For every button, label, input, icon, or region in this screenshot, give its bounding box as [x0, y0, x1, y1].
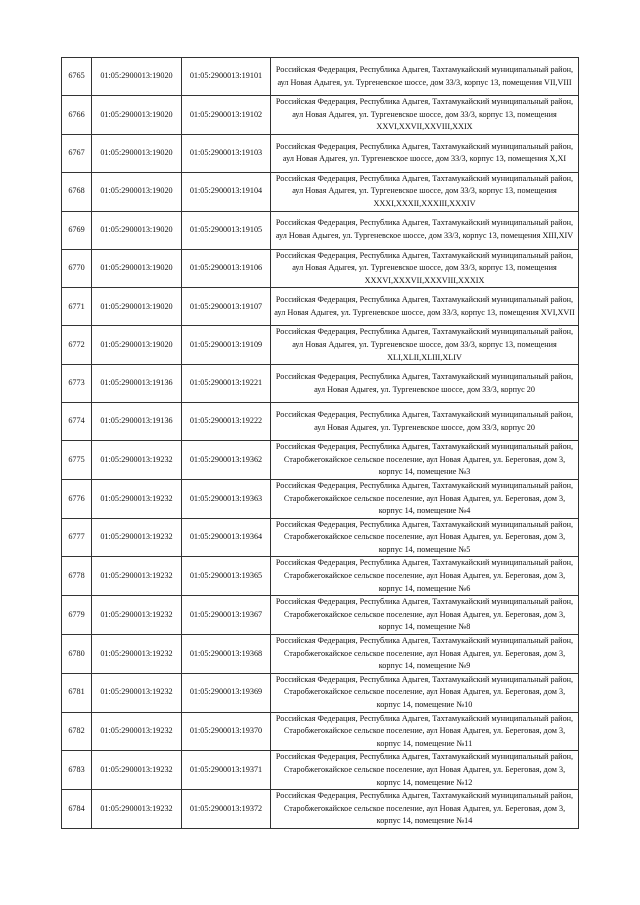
parent-cadastral-number-cell: 01:05:2900013:19020	[92, 326, 182, 365]
table-row	[62, 58, 579, 96]
row-number-cell: 6783	[62, 751, 92, 790]
cadastral-number-cell: 01:05:2900013:19369	[182, 673, 271, 712]
parent-cadastral-number-cell: 01:05:2900013:19136	[92, 365, 182, 403]
cadastral-number-cell: 01:05:2900013:19106	[182, 249, 271, 288]
row-number-cell: 6781	[62, 673, 92, 712]
table-row	[62, 596, 579, 635]
row-number-cell: 6782	[62, 712, 92, 751]
row-number-cell: 6774	[62, 403, 92, 441]
cadastral-number-cell: 01:05:2900013:19107	[182, 288, 271, 326]
cadastral-number-cell: 01:05:2900013:19105	[182, 211, 271, 249]
row-number-cell: 6773	[62, 365, 92, 403]
cadastral-table	[61, 57, 579, 829]
row-number-cell: 6768	[62, 172, 92, 211]
table-row	[62, 249, 579, 288]
row-number-cell: 6780	[62, 635, 92, 674]
table-row	[62, 673, 579, 712]
row-number-cell: 6769	[62, 211, 92, 249]
cadastral-number-cell: 01:05:2900013:19364	[182, 518, 271, 557]
parent-cadastral-number-cell: 01:05:2900013:19232	[92, 441, 182, 480]
cadastral-number-cell: 01:05:2900013:19363	[182, 479, 271, 518]
row-number-cell: 6765	[62, 58, 92, 96]
parent-cadastral-number-cell: 01:05:2900013:19020	[92, 249, 182, 288]
address-cell: Российская Федерация, Республика Адыгея, Тахтамукайский муниципальный район, аул Новая Адыгея, ул. Тургеневское шоссе, дом 33/3, корпус 13, помещения XIII,XIV	[271, 211, 579, 249]
address-cell: Российская Федерация, Республика Адыгея, Тахтамукайский муниципальный район, Старобжегокайское сельское поселение, аул Новая Адыгея, ул. Береговая, дом 3, корпус 14, помещение №4	[271, 479, 579, 518]
parent-cadastral-number-cell: 01:05:2900013:19020	[92, 172, 182, 211]
cadastral-number-cell: 01:05:2900013:19104	[182, 172, 271, 211]
row-number-cell: 6766	[62, 96, 92, 135]
parent-cadastral-number-cell: 01:05:2900013:19020	[92, 134, 182, 172]
row-number-cell: 6777	[62, 518, 92, 557]
address-cell: Российская Федерация, Республика Адыгея, Тахтамукайский муниципальный район, аул Новая Адыгея, ул. Тургеневское шоссе, дом 33/3, корпус 13, помещения XLI,XLII,XLIII,XLIV	[271, 326, 579, 365]
cadastral-number-cell: 01:05:2900013:19221	[182, 365, 271, 403]
parent-cadastral-number-cell: 01:05:2900013:19232	[92, 479, 182, 518]
address-cell: Российская Федерация, Республика Адыгея, Тахтамукайский муниципальный район, аул Новая Адыгея, ул. Тургеневское шоссе, дом 33/3, корпус 13, помещения XXXI,XXXII,XXXIII,XXXIV	[271, 172, 579, 211]
parent-cadastral-number-cell: 01:05:2900013:19232	[92, 673, 182, 712]
row-number-cell: 6771	[62, 288, 92, 326]
address-cell: Российская Федерация, Республика Адыгея, Тахтамукайский муниципальный район, аул Новая Адыгея, ул. Тургеневское шоссе, дом 33/3, корпус 13, помещения XVI,XVII	[271, 288, 579, 326]
parent-cadastral-number-cell: 01:05:2900013:19232	[92, 518, 182, 557]
table-row	[62, 288, 579, 326]
parent-cadastral-number-cell: 01:05:2900013:19232	[92, 712, 182, 751]
address-cell: Российская Федерация, Республика Адыгея, Тахтамукайский муниципальный район, Старобжегокайское сельское поселение, аул Новая Адыгея, ул. Береговая, дом 3, корпус 14, помещение №5	[271, 518, 579, 557]
row-number-cell: 6776	[62, 479, 92, 518]
table-row	[62, 441, 579, 480]
cadastral-number-cell: 01:05:2900013:19365	[182, 557, 271, 596]
table-row	[62, 365, 579, 403]
row-number-cell: 6779	[62, 596, 92, 635]
address-cell: Российская Федерация, Республика Адыгея, Тахтамукайский муниципальный район, Старобжегокайское сельское поселение, аул Новая Адыгея, ул. Береговая, дом 3, корпус 14, помещение №14	[271, 790, 579, 829]
row-number-cell: 6775	[62, 441, 92, 480]
address-cell: Российская Федерация, Республика Адыгея, Тахтамукайский муниципальный район, аул Новая Адыгея, ул. Тургеневское шоссе, дом 33/3, корпус 13, помещения XXXVI,XXXVII,XXXVIII,XXXIX	[271, 249, 579, 288]
table-row	[62, 635, 579, 674]
parent-cadastral-number-cell: 01:05:2900013:19020	[92, 58, 182, 96]
cadastral-number-cell: 01:05:2900013:19109	[182, 326, 271, 365]
address-cell: Российская Федерация, Республика Адыгея, Тахтамукайский муниципальный район, Старобжегокайское сельское поселение, аул Новая Адыгея, ул. Береговая, дом 3, корпус 14, помещение №12	[271, 751, 579, 790]
address-cell: Российская Федерация, Республика Адыгея, Тахтамукайский муниципальный район, Старобжегокайское сельское поселение, аул Новая Адыгея, ул. Береговая, дом 3, корпус 14, помещение №3	[271, 441, 579, 480]
row-number-cell: 6778	[62, 557, 92, 596]
table-row	[62, 134, 579, 172]
cadastral-number-cell: 01:05:2900013:19368	[182, 635, 271, 674]
table-row	[62, 96, 579, 135]
parent-cadastral-number-cell: 01:05:2900013:19020	[92, 96, 182, 135]
table-row	[62, 790, 579, 829]
cadastral-number-cell: 01:05:2900013:19372	[182, 790, 271, 829]
address-cell: Российская Федерация, Республика Адыгея, Тахтамукайский муниципальный район, Старобжегокайское сельское поселение, аул Новая Адыгея, ул. Береговая, дом 3, корпус 14, помещение №11	[271, 712, 579, 751]
cadastral-number-cell: 01:05:2900013:19101	[182, 58, 271, 96]
parent-cadastral-number-cell: 01:05:2900013:19232	[92, 557, 182, 596]
address-cell: Российская Федерация, Республика Адыгея, Тахтамукайский муниципальный район, аул Новая Адыгея, ул. Тургеневское шоссе, дом 33/3, корпус 13, помещения X,XI	[271, 134, 579, 172]
parent-cadastral-number-cell: 01:05:2900013:19232	[92, 635, 182, 674]
table-row	[62, 518, 579, 557]
address-cell: Российская Федерация, Республика Адыгея, Тахтамукайский муниципальный район, Старобжегокайское сельское поселение, аул Новая Адыгея, ул. Береговая, дом 3, корпус 14, помещение №8	[271, 596, 579, 635]
row-number-cell: 6770	[62, 249, 92, 288]
parent-cadastral-number-cell: 01:05:2900013:19020	[92, 288, 182, 326]
table-row	[62, 326, 579, 365]
address-cell: Российская Федерация, Республика Адыгея, Тахтамукайский муниципальный район, аул Новая Адыгея, ул. Тургеневское шоссе, дом 33/3, корпус 20	[271, 365, 579, 403]
parent-cadastral-number-cell: 01:05:2900013:19136	[92, 403, 182, 441]
table-row	[62, 479, 579, 518]
row-number-cell: 6784	[62, 790, 92, 829]
table-row	[62, 751, 579, 790]
cadastral-number-cell: 01:05:2900013:19370	[182, 712, 271, 751]
address-cell: Российская Федерация, Республика Адыгея, Тахтамукайский муниципальный район, Старобжегокайское сельское поселение, аул Новая Адыгея, ул. Береговая, дом 3, корпус 14, помещение №6	[271, 557, 579, 596]
cadastral-number-cell: 01:05:2900013:19222	[182, 403, 271, 441]
row-number-cell: 6772	[62, 326, 92, 365]
parent-cadastral-number-cell: 01:05:2900013:19232	[92, 790, 182, 829]
address-cell: Российская Федерация, Республика Адыгея, Тахтамукайский муниципальный район, Старобжегокайское сельское поселение, аул Новая Адыгея, ул. Береговая, дом 3, корпус 14, помещение №10	[271, 673, 579, 712]
table-body	[62, 58, 579, 829]
row-number-cell: 6767	[62, 134, 92, 172]
cadastral-number-cell: 01:05:2900013:19103	[182, 134, 271, 172]
address-cell: Российская Федерация, Республика Адыгея, Тахтамукайский муниципальный район, аул Новая Адыгея, ул. Тургеневское шоссе, дом 33/3, корпус 13, помещения VII,VIII	[271, 58, 579, 96]
table-row	[62, 172, 579, 211]
table-row	[62, 557, 579, 596]
address-cell: Российская Федерация, Республика Адыгея, Тахтамукайский муниципальный район, аул Новая Адыгея, ул. Тургеневское шоссе, дом 33/3, корпус 13, помещения XXVI,XXVII,XXVIII,XXIX	[271, 96, 579, 135]
parent-cadastral-number-cell: 01:05:2900013:19232	[92, 596, 182, 635]
cadastral-number-cell: 01:05:2900013:19371	[182, 751, 271, 790]
parent-cadastral-number-cell: 01:05:2900013:19020	[92, 211, 182, 249]
parent-cadastral-number-cell: 01:05:2900013:19232	[92, 751, 182, 790]
cadastral-number-cell: 01:05:2900013:19362	[182, 441, 271, 480]
cadastral-number-cell: 01:05:2900013:19102	[182, 96, 271, 135]
address-cell: Российская Федерация, Республика Адыгея, Тахтамукайский муниципальный район, Старобжегокайское сельское поселение, аул Новая Адыгея, ул. Береговая, дом 3, корпус 14, помещение №9	[271, 635, 579, 674]
table-row	[62, 712, 579, 751]
table-row	[62, 211, 579, 249]
address-cell: Российская Федерация, Республика Адыгея, Тахтамукайский муниципальный район, аул Новая Адыгея, ул. Тургеневское шоссе, дом 33/3, корпус 20	[271, 403, 579, 441]
table-row	[62, 403, 579, 441]
cadastral-number-cell: 01:05:2900013:19367	[182, 596, 271, 635]
